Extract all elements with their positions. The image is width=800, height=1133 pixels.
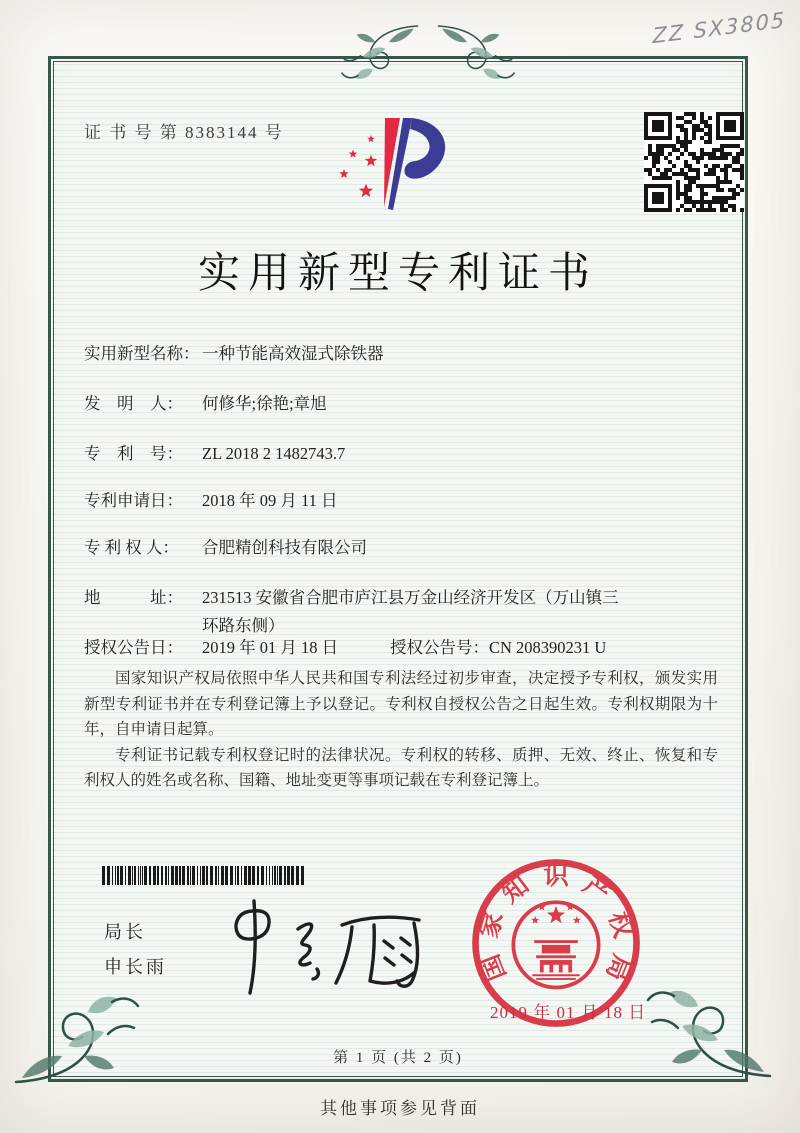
field-inventors (84, 390, 327, 418)
bottom-left-flourish-ornament (12, 982, 142, 1092)
field-patentee (84, 534, 367, 562)
qr-code (644, 112, 744, 212)
director-title: 局长 (104, 922, 146, 943)
top-center-flourish-ornament (308, 24, 548, 94)
field-grant-number (390, 634, 606, 662)
field-value: 231513 安徽省合肥市庐江县万金山经济开发区（万山镇三环路东侧） (202, 588, 619, 635)
field-value: 2019 年 01 月 18 日 (202, 638, 339, 657)
seal-text: 国家知识产权局 (473, 861, 639, 985)
legal-paragraph: 国家知识产权局依照中华人民共和国专利法经过初步审查，决定授予专利权，颁发实用新型专利证书并在专利登记簿上予以登记。专利权自授权公告之日起生效。专利权期限为十年，自申请日起算。 (84, 670, 718, 738)
page-number-footer: 第 1 页 (共 2 页) (333, 1050, 463, 1066)
field-label: 专 利 号： (84, 444, 183, 463)
field-label: 专利申请日： (84, 491, 183, 510)
field-label: 授权公告日： (84, 638, 183, 657)
field-label: 地 址： (84, 588, 183, 607)
see-back-note: 其他事项参见背面 (320, 1099, 480, 1118)
bottom-right-flourish-ornament (644, 976, 774, 1088)
certificate-title: 实用新型专利证书 (197, 251, 598, 297)
seal-date: 2019 年 01 月 18 日 (490, 1003, 647, 1022)
field-value: 2018 年 09 月 11 日 (202, 491, 338, 510)
field-label: 专 利 权 人： (84, 538, 179, 557)
legal-paragraph: 专利证书记载专利权登记时的法律状况。专利权的转移、质押、无效、终止、恢复和专利权人的姓名或名称、国籍、地址变更等事项记载在专利登记簿上。 (84, 746, 718, 789)
field-grant-date (84, 634, 338, 662)
cnipa-logo (336, 112, 456, 217)
field-label: 授权公告号： (390, 638, 489, 657)
seal-national-emblem (513, 902, 598, 987)
field-address (84, 584, 632, 640)
logo-stars (339, 135, 377, 197)
field-value: CN 208390231 U (489, 638, 607, 657)
legal-text-block (84, 666, 718, 794)
field-label: 发 明 人： (84, 394, 183, 413)
field-value: 何修华;徐艳;章旭 (202, 394, 327, 413)
director-name: 申长雨 (104, 957, 167, 978)
field-filing-date (84, 487, 338, 515)
handwritten-code-annotation: ZZ SX3805 (652, 7, 787, 49)
field-value: 一种节能高效湿式除铁器 (202, 344, 384, 363)
field-label: 实用新型名称： (84, 344, 200, 363)
director-signature (222, 893, 437, 998)
field-value: ZL 2018 2 1482743.7 (202, 444, 346, 463)
field-utility-model-name (84, 340, 384, 368)
barcode (102, 866, 306, 885)
field-value: 合肥精创科技有限公司 (202, 538, 367, 557)
certificate-number: 证 书 号 第 8383144 号 (84, 123, 284, 142)
field-patent-number (84, 440, 345, 468)
